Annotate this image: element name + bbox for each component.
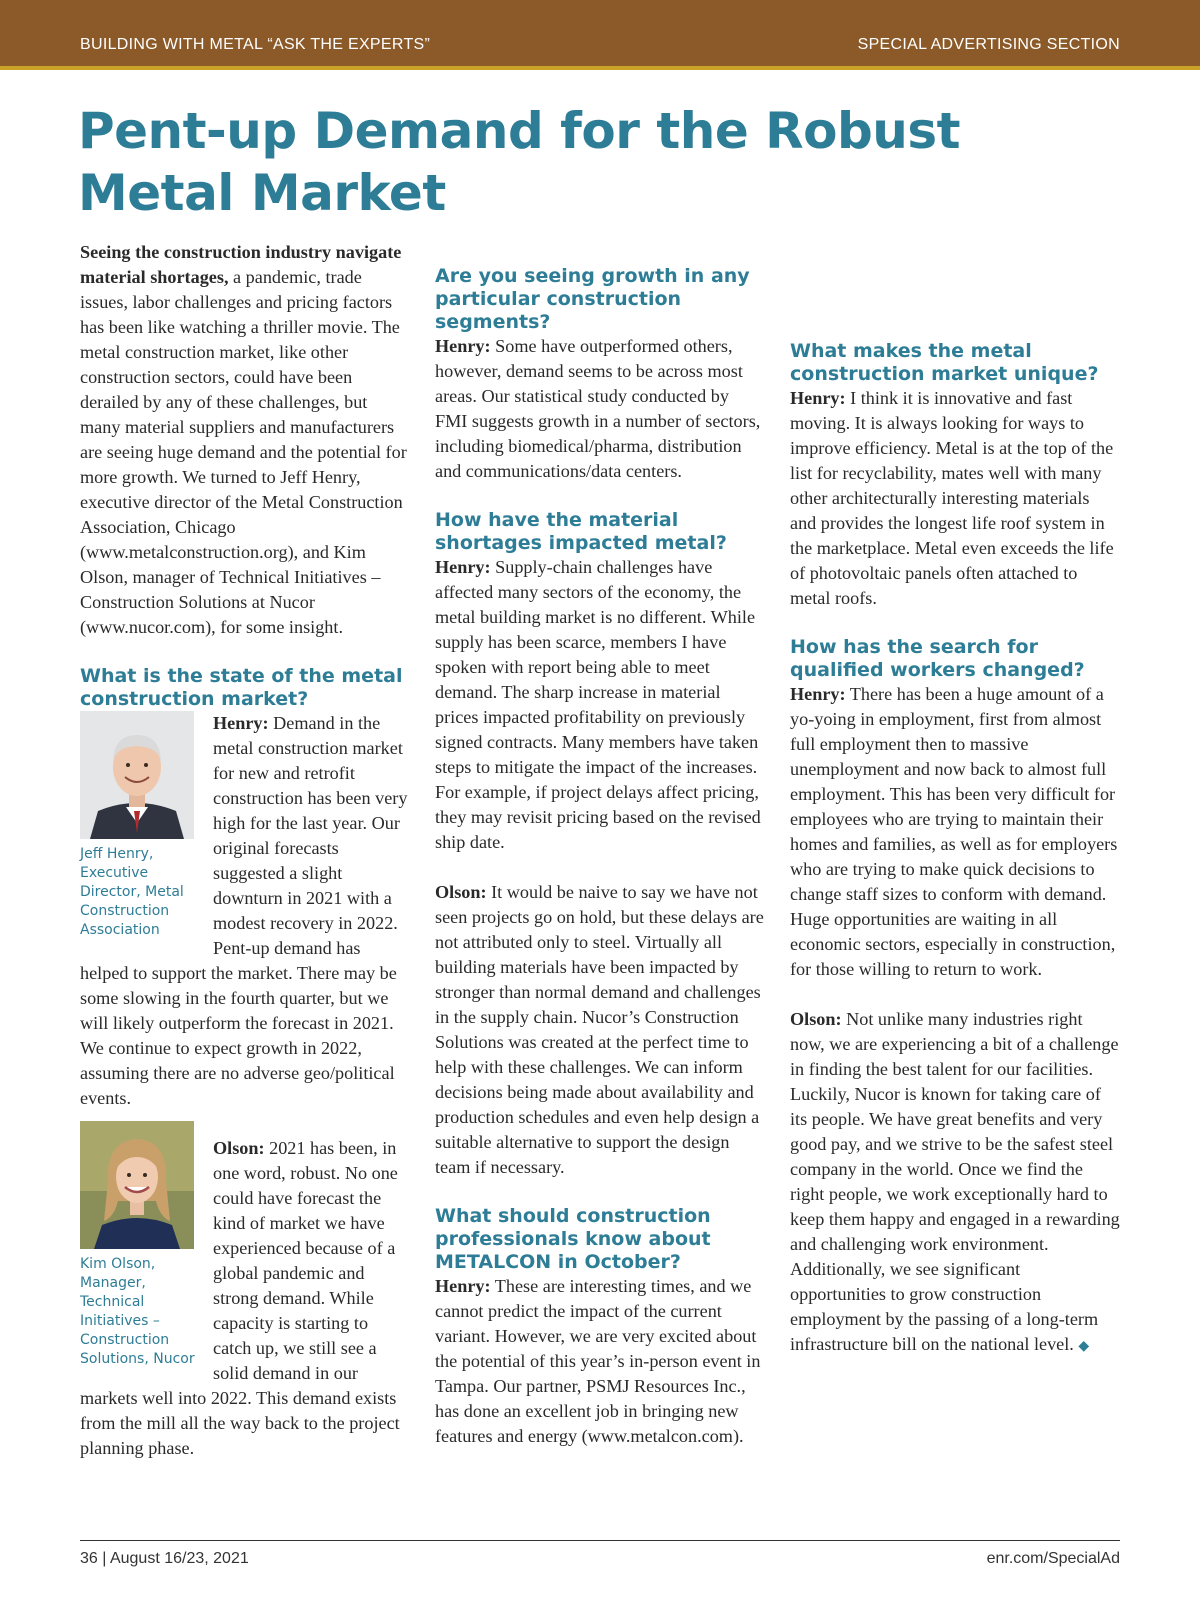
q3-olson-text: It would be naive to say we have not seen projects go on hold, but these delays are not attributed only to steel. Virtually all building materials have been impacted by stronger than normal demand and challenges in the supply chain. Nucor’s Construction Solutions was created at the perfect time to help with these challenges. We can inform decisions being made about availability and production schedules and even help design a suitable alternative to support the design team if necessary. — [435, 882, 764, 1177]
q6-henry-label: Henry: — [790, 684, 846, 704]
olson-photo-block — [80, 1121, 213, 1369]
intro-lead: Seeing the construction industry navigate material shortages, — [80, 242, 402, 287]
q5-henry-label: Henry: — [790, 388, 846, 408]
question-qualified-workers: How has the search for qualified workers changed? — [790, 636, 1085, 681]
henry-caption: Jeff Henry, Executive Director, Metal Construction Association — [80, 846, 184, 938]
q6-olson-text: Not unlike many industries right now, we are experiencing a bit of a challenge in finding the best talent for our facilities. Luckily, Nucor is known for taking care of its people. We have great benefits and very good pay, and we strive to be the safest steel company in the world. Once we find the right people, we work exceptionally hard to keep them happy and engaged in a rewarding and challenging work environment. Additionally, we see significant opportunities to grow construction employment by the passing of a long-term infrastructure bill on the national level. — [790, 1009, 1120, 1354]
q2-henry-answer — [435, 334, 765, 484]
intro-paragraph — [80, 240, 410, 640]
end-mark-icon: ◆ — [1078, 1339, 1090, 1354]
q4-henry-label: Henry: — [435, 1276, 491, 1296]
q6-olson-answer — [790, 1007, 1120, 1359]
q1-henry-text: Demand in the metal construction market for new and retrofit construction has been very high for the last year. Our original forecasts suggested a slight downturn in 2021 with a modest recovery in 2022. Pent-up demand has helped to support the market. There may be some slowing in the fourth quarter, but we will likely outperform the forecast in 2021. We continue to expect growth in 2022, assuming there are no adverse geo/political events. — [80, 713, 408, 1108]
question-state-of-market: What is the state of the metal construction market? — [80, 665, 403, 710]
question-growth-segments: Are you seeing growth in any particular construction segments? — [435, 265, 750, 333]
footer-rule — [80, 1540, 1120, 1541]
intro-text: a pandemic, trade issues, labor challenges and pricing factors has been like watching a thriller movie. The metal construction market, like other construction sectors, could have been derailed by any of these challenges, but many material suppliers and manufacturers are seeing huge demand and the potential for more growth. We turned to Jeff Henry, executive director of the Metal Construction Association, Chicago (www.metalconstruction.org), and Kim Olson, manager of Technical Initiatives – Construction Solutions at Nucor (www.nucor.com), for some insight. — [80, 267, 407, 637]
olson-photo — [80, 1121, 194, 1249]
henry-photo — [80, 711, 194, 839]
q6-henry-answer — [790, 682, 1120, 982]
column-3 — [790, 340, 1120, 1359]
q3-henry-text: Supply-chain challenges have affected many sectors of the economy, the metal building market is no different. While supply has been scarce, members I have spoken with report being able to meet demand. The sharp increase in material prices impacted profitability on previously signed contracts. Many members have taken steps to mitigate the impact of the increases. For example, if project delays affect pricing, they may revisit pricing based on the revised ship date. — [435, 557, 761, 852]
q3-henry-answer — [435, 555, 765, 855]
olson-portrait-icon — [80, 1121, 194, 1249]
q6-olson-label: Olson: — [790, 1009, 842, 1029]
q4-henry-answer — [435, 1274, 765, 1449]
column-2 — [435, 265, 765, 1449]
header-rule — [0, 66, 1200, 70]
page-number-date: 36 | August 16/23, 2021 — [80, 1550, 249, 1567]
question-material-shortages: How have the material shortages impacted metal? — [435, 509, 727, 554]
q5-henry-text: I think it is innovative and fast moving. It is always looking for ways to improve efficiency. Metal is at the top of the list for recyclability, mates well with many other architecturally interesting materials and provides the longest life roof system in the marketplace. Metal even exceeds the life of photovoltaic panels often attached to metal roofs. — [790, 388, 1114, 608]
section-title: BUILDING WITH METAL “ASK THE EXPERTS” — [80, 36, 431, 53]
q5-henry-answer — [790, 386, 1120, 611]
page-title: Pent-up Demand for the Robust Metal Market — [78, 102, 961, 222]
q6-henry-text: There has been a huge amount of a yo-yoing in employment, first from almost full employment then to massive unemployment and now back to almost full employment. This has been very difficult for employees who are trying to maintain their homes and families, as well as for employers who are trying to make quick decisions to change staff sizes to conform with demand. Huge opportunities are waiting in all economic sectors, especially in construction, for those willing to return to work. — [790, 684, 1118, 979]
q1-olson-label: Olson: — [213, 1138, 265, 1158]
q3-olson-answer — [435, 880, 765, 1180]
header-bar — [0, 0, 1200, 66]
q3-henry-label: Henry: — [435, 557, 491, 577]
q3-olson-label: Olson: — [435, 882, 487, 902]
q2-henry-label: Henry: — [435, 336, 491, 356]
advertising-label: SPECIAL ADVERTISING SECTION — [857, 36, 1120, 53]
henry-portrait-icon — [80, 711, 194, 839]
question-market-unique: What makes the metal construction market unique? — [790, 340, 1099, 385]
q2-henry-text: Some have outperformed others, however, demand seems to be across most areas. Our statistical study conducted by FMI suggests growth in a number of sectors, including biomedical/pharma, distribution and communications/data centers. — [435, 336, 761, 481]
olson-caption: Kim Olson, Manager, Technical Initiatives – Construction Solutions, Nucor — [80, 1256, 195, 1367]
column-1 — [80, 240, 410, 1461]
q1-olson-text: 2021 has been, in one word, robust. No one could have forecast the kind of market we have experienced because of a global pandemic and strong demand. While capacity is starting to catch up, we still see a solid demand in our markets well into 2022. This demand exists from the mill all the way back to the project planning phase. — [80, 1138, 400, 1458]
footer-url: enr.com/SpecialAd — [986, 1550, 1120, 1567]
q4-henry-text: These are interesting times, and we cannot predict the impact of the current variant. However, we are very excited about the potential of this year’s in-person event in Tampa. Our partner, PSMJ Resources Inc., has done an excellent job in bringing new features and energy (www.metalcon.com). — [435, 1276, 761, 1446]
q1-henry-label: Henry: — [213, 713, 269, 733]
question-metalcon: What should construction professionals know about METALCON in October? — [435, 1205, 711, 1273]
